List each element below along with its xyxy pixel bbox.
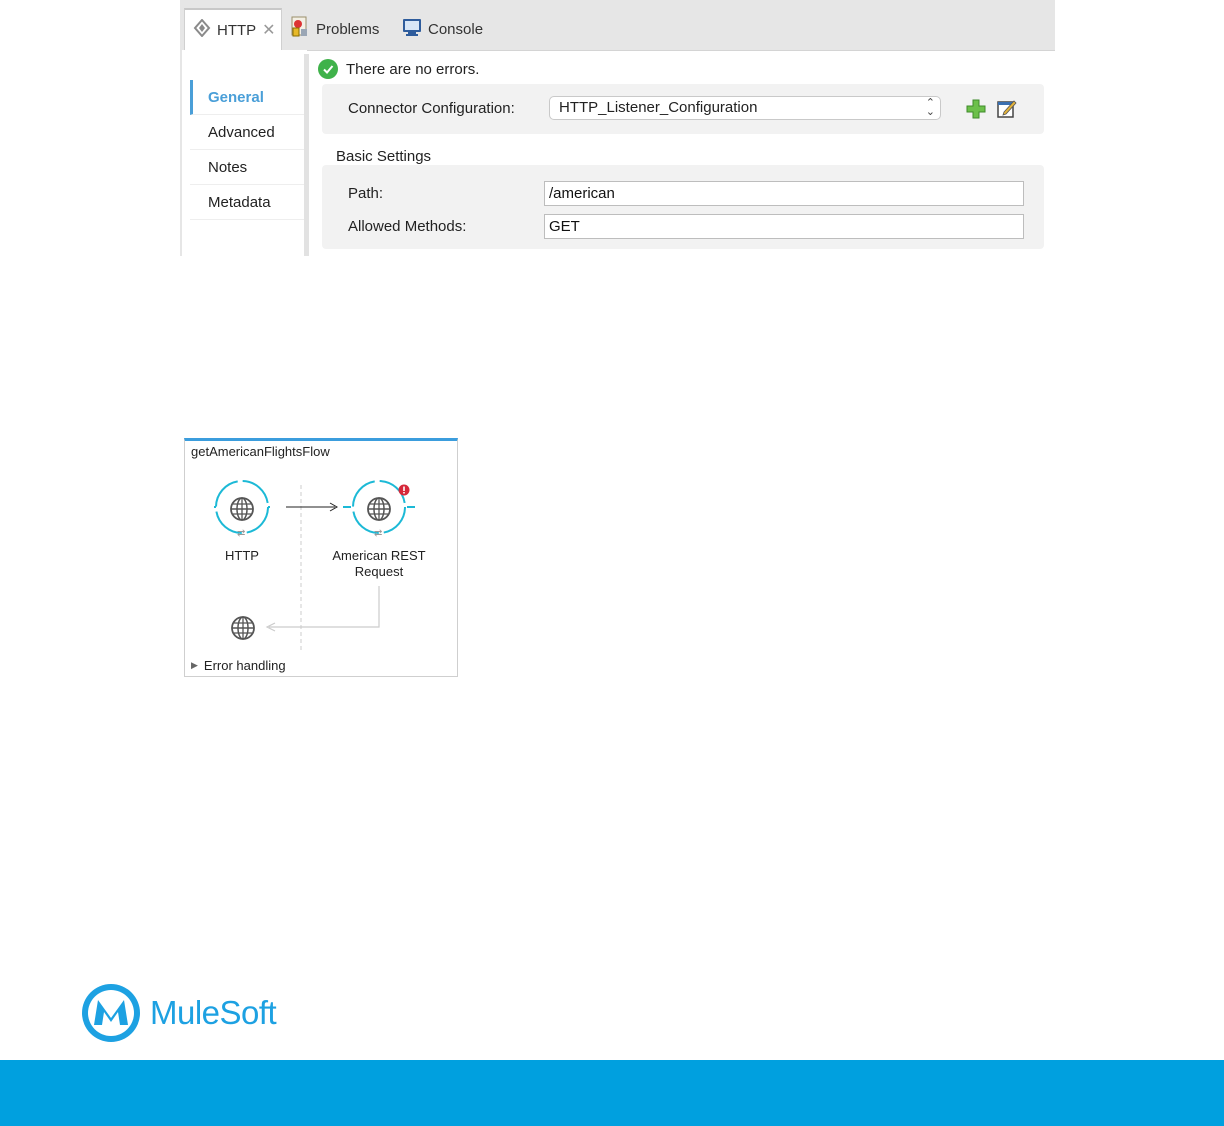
nav-item-advanced[interactable]: Advanced (190, 115, 305, 150)
tab-problems[interactable] (290, 8, 379, 50)
american-rest-label-1: American REST (332, 548, 426, 563)
globe-icon (228, 495, 256, 528)
nav-item-general[interactable]: General (190, 80, 305, 115)
status-row (318, 56, 1053, 82)
http-node-label: HTTP (225, 548, 259, 563)
brand-name: MuleSoft (150, 994, 277, 1031)
globe-icon (365, 495, 393, 528)
problems-icon (290, 16, 310, 42)
tab-http[interactable] (184, 8, 282, 50)
tab-bar (180, 0, 1055, 51)
triangle-right-icon: ▶ (191, 660, 198, 670)
allowed-methods-input[interactable] (544, 214, 1024, 239)
edit-icon[interactable] (996, 98, 1018, 125)
basic-settings-group (322, 165, 1044, 249)
nav-item-notes[interactable]: Notes (190, 150, 305, 185)
basic-settings-title: Basic Settings (336, 148, 432, 165)
footer-bar (0, 1060, 1224, 1126)
globe-icon[interactable] (229, 614, 257, 647)
properties-panel (180, 0, 1055, 256)
allowed-methods-label: Allowed Methods: (348, 218, 467, 235)
error-badge-icon (398, 483, 410, 501)
http-connector-icon (193, 19, 211, 41)
connector-config-label: Connector Configuration: (348, 100, 515, 117)
connector-config-select[interactable] (549, 96, 941, 120)
path-input[interactable] (544, 181, 1024, 206)
nav-scrollbar[interactable] (304, 54, 309, 256)
connector-config-group (322, 84, 1044, 134)
check-circle-icon (318, 59, 338, 79)
flow-name: getAmericanFlightsFlow (191, 444, 330, 459)
side-nav (180, 50, 307, 256)
select-arrows-icon: ⌃ ⌄ (925, 97, 935, 118)
tab-http-label: HTTP (217, 21, 257, 39)
tab-console[interactable] (402, 8, 483, 50)
american-rest-label-2: Request (354, 564, 404, 579)
tab-console-label: Console (428, 20, 484, 38)
nav-item-metadata[interactable]: Metadata (190, 185, 305, 220)
console-icon (402, 17, 422, 41)
mulesoft-logo (80, 982, 276, 1044)
close-icon[interactable]: ✕ (262, 22, 276, 39)
exchange-icon: ⇄ (374, 528, 383, 539)
status-message: There are no errors. (346, 60, 480, 78)
connector-config-value: HTTP_Listener_Configuration (559, 99, 758, 116)
mulesoft-logo-icon (80, 982, 142, 1044)
flow-canvas (184, 438, 458, 677)
error-handling-label: Error handling (203, 658, 286, 673)
error-handling-toggle[interactable] (191, 658, 286, 673)
tab-problems-label: Problems (316, 20, 380, 38)
add-icon[interactable] (966, 99, 986, 124)
exchange-icon: ⇄ (237, 528, 246, 539)
path-label: Path: (348, 185, 384, 202)
